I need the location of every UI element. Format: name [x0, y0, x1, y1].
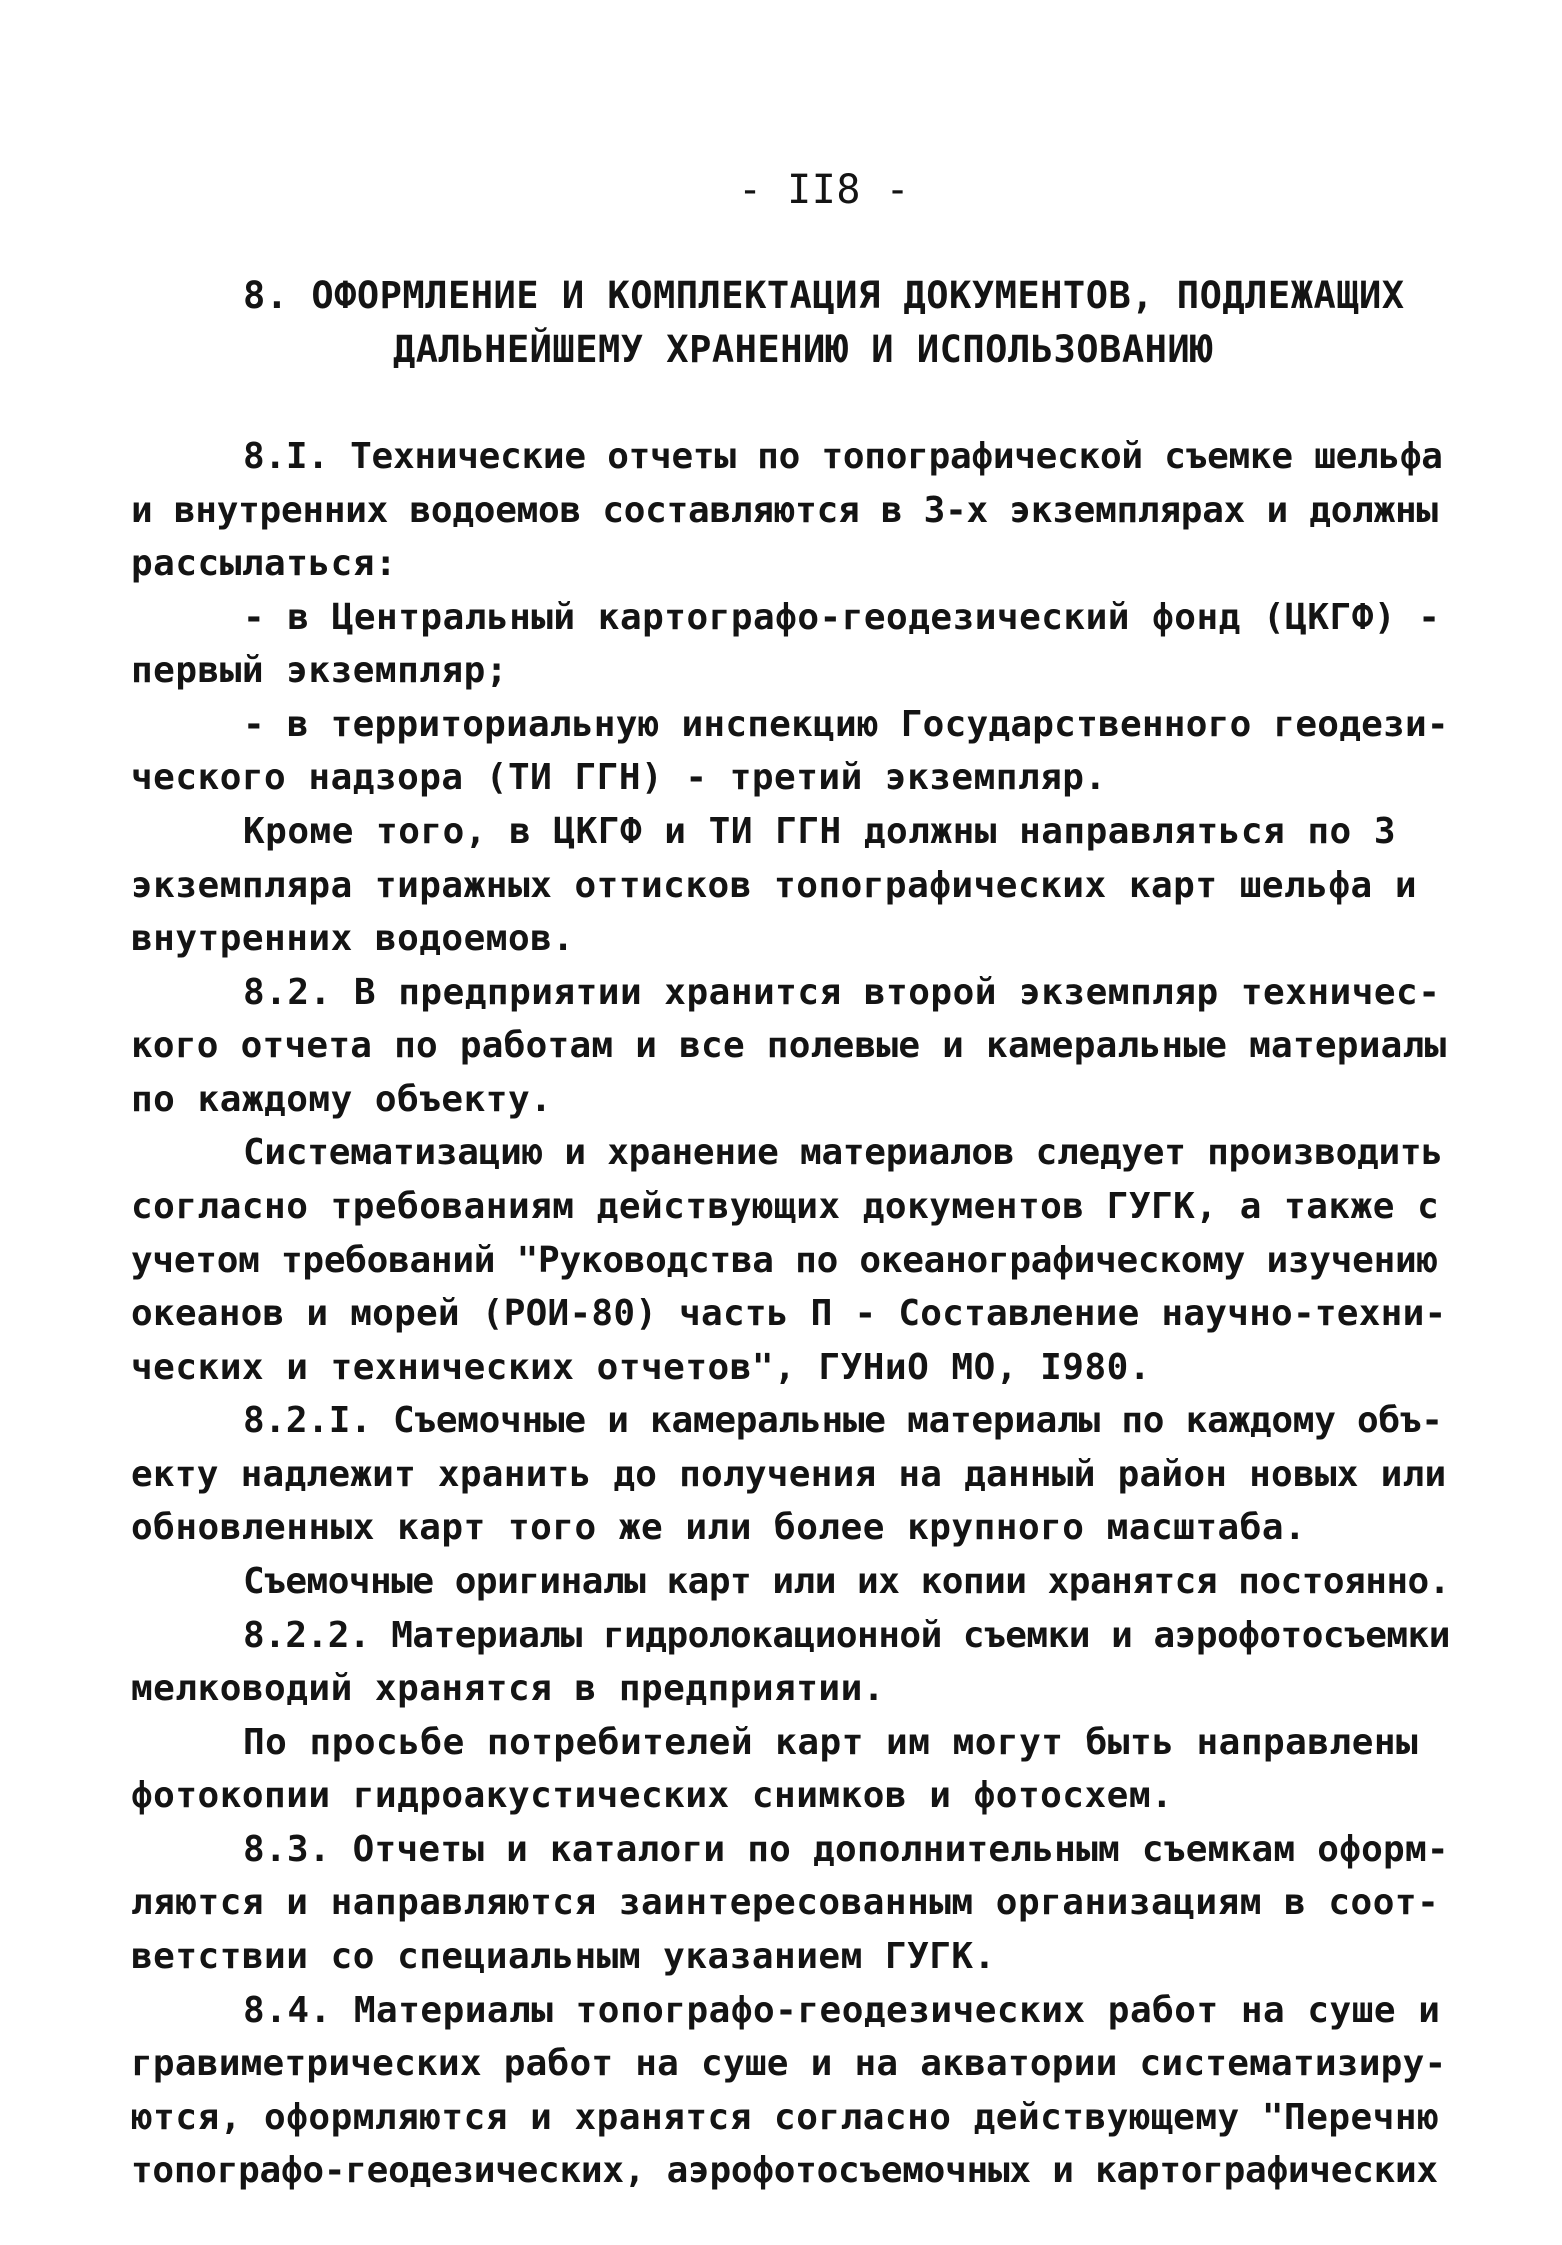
text-line: экземпляра тиражных оттисков топографических карт шельфа и	[131, 865, 1418, 906]
text-line: - в Центральный картографо-геодезический фонд (ЦКГФ) -	[243, 597, 1441, 638]
text-line: 8.2.I. Съемочные и камеральные материалы по каждому объ-	[243, 1400, 1443, 1441]
text-line: учетом требований "Руководства по океанографическому изучению	[131, 1240, 1438, 1281]
text-line: екту надлежит хранить до получения на данный район новых или	[131, 1454, 1447, 1495]
text-line: Систематизацию и хранение материалов следует производить	[243, 1132, 1443, 1173]
text-line: топографо-геодезических, аэрофотосъемочных и картографических	[131, 2150, 1438, 2191]
text-line: кого отчета по работам и все полевые и камеральные материалы	[131, 1025, 1447, 1066]
text-line: рассылаться:	[131, 543, 398, 584]
text-line: гравиметрических работ на суше и на акватории систематизиру-	[131, 2043, 1447, 2084]
text-line: и внутренних водоемов составляются в 3-х экземплярах и должны	[131, 490, 1438, 531]
text-line: 8.I. Технические отчеты по топографической съемке шельфа	[243, 436, 1443, 477]
text-line: - в территориальную инспекцию Государственного геодези-	[243, 704, 1449, 745]
text-line: ветствии со специальным указанием ГУГК.	[131, 1936, 996, 1977]
text-line: фотокопии гидроакустических снимков и фотосхем.	[131, 1775, 1174, 1816]
page-number: - II8 -	[738, 167, 911, 213]
text-line: первый экземпляр;	[131, 650, 508, 691]
section-heading-line-2: ДАЛЬНЕЙШЕМУ ХРАНЕНИЮ И ИСПОЛЬЗОВАНИЮ	[393, 328, 1213, 371]
text-line: ляются и направляются заинтересованным организациям в соот-	[131, 1882, 1440, 1923]
text-line: ются, оформляются и хранятся согласно действующему "Перечню	[131, 2097, 1440, 2138]
section-heading-line-1: 8. ОФОРМЛЕНИЕ И КОМПЛЕКТАЦИЯ ДОКУМЕНТОВ, ПОДЛЕЖАЩИХ	[243, 274, 1405, 317]
text-line: ческого надзора (ТИ ГГН) - третий экземпляр.	[131, 757, 1107, 798]
text-line: обновленных карт того же или более крупного масштаба.	[131, 1507, 1307, 1548]
text-line: 8.4. Материалы топографо-геодезических работ на суше и	[243, 1990, 1441, 2031]
text-line: Кроме того, в ЦКГФ и ТИ ГГН должны направляться по 3	[243, 811, 1397, 852]
text-line: по каждому объекту.	[131, 1079, 553, 1120]
text-line: Съемочные оригиналы карт или их копии хранятся постоянно.	[243, 1561, 1450, 1602]
text-line: 8.2. В предприятии хранится второй экземпляр техничес-	[243, 972, 1441, 1013]
text-line: 8.2.2. Материалы гидролокационной съемки и аэрофотосъемки	[243, 1615, 1450, 1656]
text-line: внутренних водоемов.	[131, 918, 575, 959]
text-line: согласно требованиям действующих документов ГУГК, а также с	[131, 1186, 1440, 1227]
text-line: океанов и морей (РОИ-80) часть П - Составление научно-техни-	[131, 1293, 1447, 1334]
text-line: ческих и технических отчетов", ГУНиО МО, I980.	[131, 1347, 1151, 1388]
text-line: По просьбе потребителей карт им могут быть направлены	[243, 1722, 1419, 1763]
text-line: мелководий хранятся в предприятии.	[131, 1668, 885, 1709]
text-line: 8.3. Отчеты и каталоги по дополнительным съемкам оформ-	[243, 1829, 1449, 1870]
